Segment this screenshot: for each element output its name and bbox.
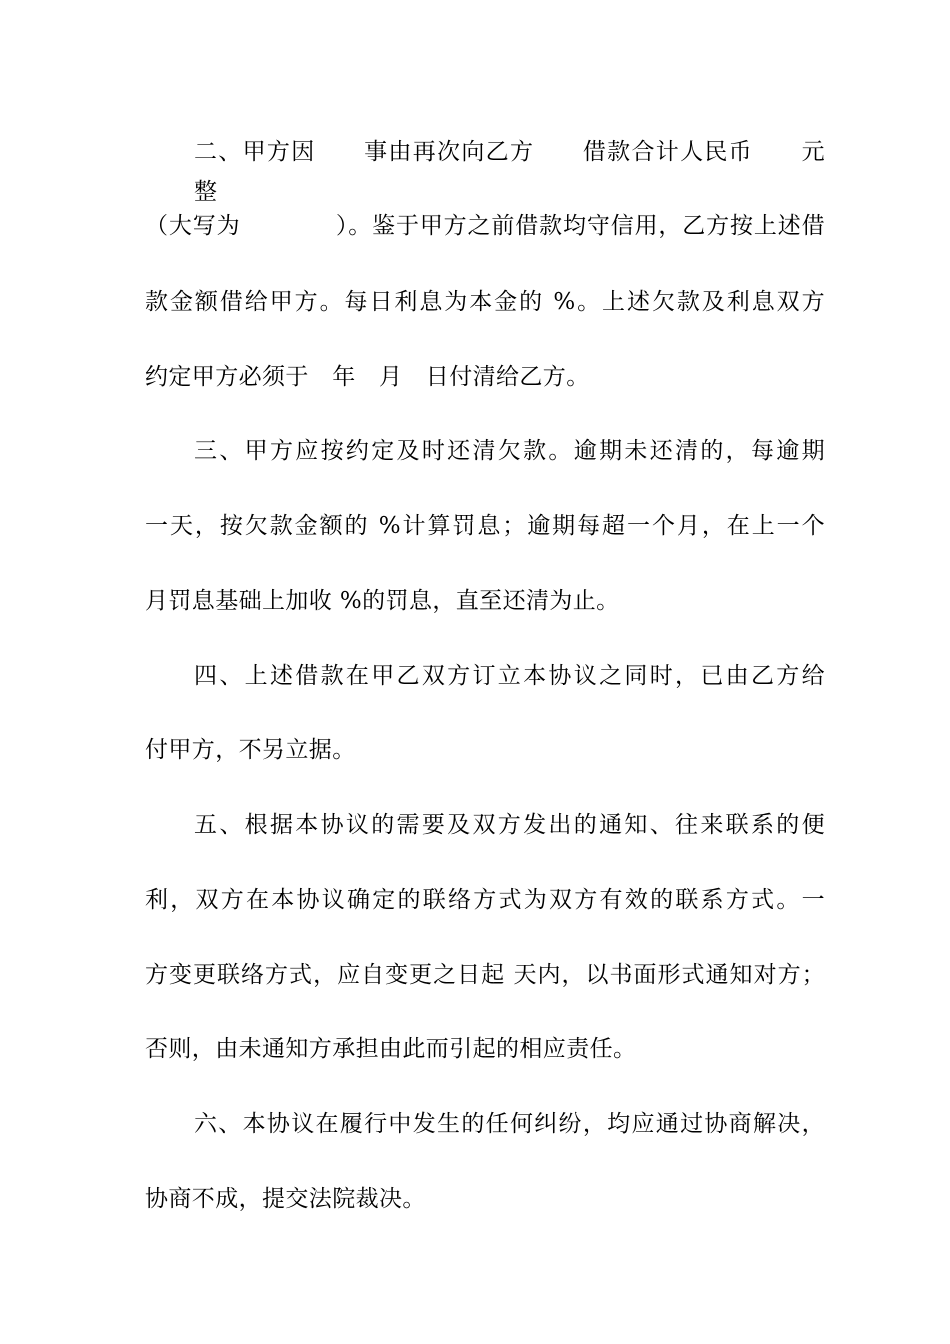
clause-4-line-2: 付甲方，不另立据。	[145, 737, 356, 763]
clause-3-line-2: 一天，按欠款金额的 %计算罚息；逾期每超一个月，在上一个	[145, 513, 825, 539]
clause-4-line-1: 四、上述借款在甲乙双方订立本协议之同时，已由乙方给	[194, 663, 825, 689]
clause-2-line-3: 款金额借给甲方。每日利息为本金的 %。上述欠款及利息双方	[145, 289, 825, 315]
clause-2-line-4: 约定甲方必须于 年 月 日付清给乙方。	[145, 364, 590, 390]
clause-6-line-2: 协商不成，提交法院裁决。	[145, 1186, 426, 1212]
clause-3-line-1: 三、甲方应按约定及时还清欠款。逾期未还清的，每逾期	[194, 438, 825, 464]
clause-5-line-1: 五、根据本协议的需要及双方发出的通知、往来联系的便	[194, 812, 825, 838]
clause-2-line-1: 二、甲方因 事由再次向乙方 借款合计人民币 元整	[194, 139, 825, 205]
clause-5-line-2: 利，双方在本协议确定的联络方式为双方有效的联系方式。一	[145, 887, 825, 913]
clause-5-line-3: 方变更联络方式，应自变更之日起 天内，以书面形式通知对方；	[145, 962, 825, 988]
clause-3-line-3: 月罚息基础上加收 %的罚息，直至还清为止。	[145, 588, 620, 614]
clause-5-line-4: 否则，由未通知方承担由此而引起的相应责任。	[145, 1036, 637, 1062]
clause-2-line-2: （大写为 ）。鉴于甲方之前借款均守信用，乙方按上述借	[145, 213, 825, 239]
clause-6-line-1: 六、本协议在履行中发生的任何纠纷，均应通过协商解决，	[194, 1111, 825, 1137]
